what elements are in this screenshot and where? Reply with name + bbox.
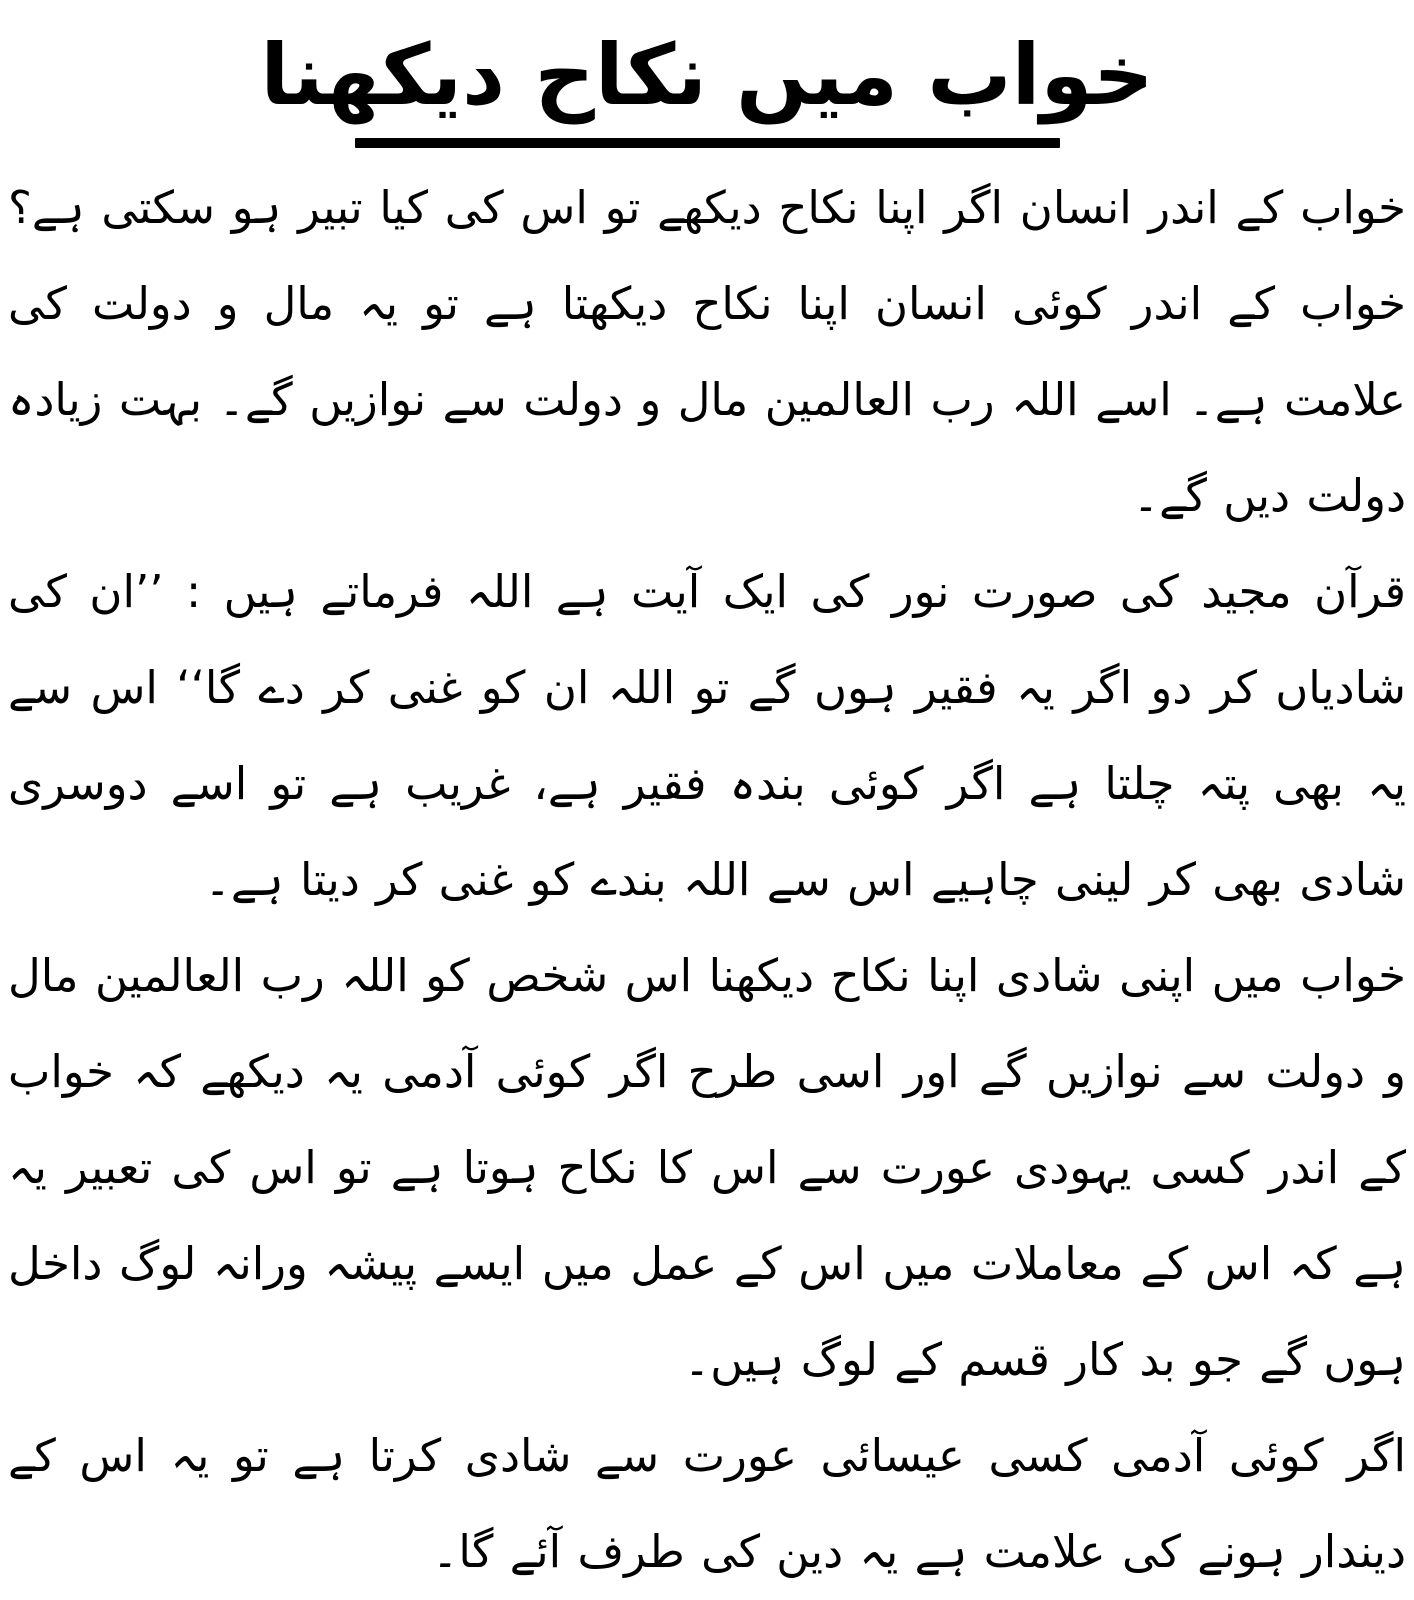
- paragraph-christian-woman-marriage: اگر کوئی آدمی کسی عیسائی عورت سے شادی کرتا ہے تو یہ اس کے دیندار ہونے کی علامت ہے یہ دین کی طرف آئے گا۔: [8, 1428, 1406, 1578]
- title-block: [8, 14, 1406, 148]
- paragraph-wedding-interpretation: خواب میں اپنی شادی اپنا نکاح دیکھنا اس شخص کو اللہ رب العالمین مال و دولت سے نوازیں گے اور اسی طرح اگر کوئی آدمی یہ دیکھے کہ خواب کے اندر کسی یہودی عورت سے اس کا نکاح ہوتا ہے تو اس کی تعبیر یہ ہے کہ اس کے معاملات میں اس کے عمل میں ایسے پیشہ ورانہ لوگ داخل ہوں گے جو بد کار قسم کے لوگ ہیں۔: [8, 948, 1406, 1386]
- article-page: [0, 14, 1414, 1578]
- title-underline-rule: [355, 138, 1060, 148]
- paragraph-quran-surah-noor: قرآن مجید کی صورت نور کی ایک آیت ہے اللہ فرماتے ہیں : ’’ان کی شادیاں کر دو اگر یہ فقیر ہوں گے تو اللہ ان کو غنی کر دے گا‘‘ اس سے یہ بھی پتہ چلتا ہے اگر کوئی بندہ فقیر ہے، غریب ہے تو اسے دوسری شادی بھی کر لینی چاہیے اس سے اللہ بندے کو غنی کر دیتا ہے۔: [8, 564, 1406, 906]
- article-title: خواب میں نکاح دیکھنا: [260, 25, 1154, 124]
- paragraph-dream-meaning-intro: خواب کے اندر انسان اگر اپنا نکاح دیکھے تو اس کی کیا تبیر ہو سکتی ہے؟خواب کے اندر کوئی انسان اپنا نکاح دیکھتا ہے تو یہ مال و دولت کی علامت ہے۔ اسے اللہ رب العالمین مال و دولت سے نوازیں گے۔ بہت زیادہ دولت دیں گے۔: [8, 180, 1406, 522]
